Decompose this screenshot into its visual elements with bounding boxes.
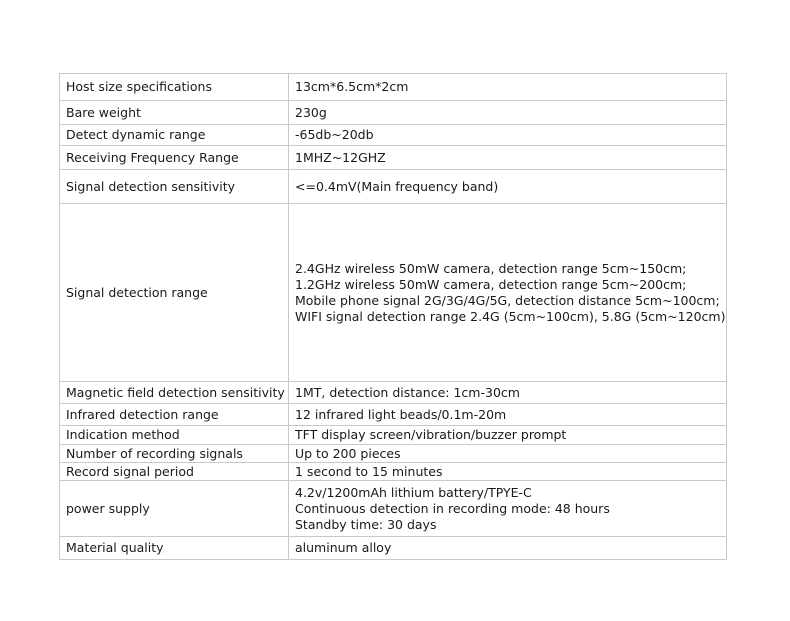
- spec-value-line: Mobile phone signal 2G/3G/4G/5G, detection distance 5cm~100cm;: [295, 292, 720, 308]
- table-row: [60, 101, 727, 125]
- spec-value-line: Up to 200 pieces: [295, 445, 401, 461]
- spec-value: [289, 463, 727, 481]
- table-row: [60, 146, 727, 170]
- specifications-table-body: [60, 74, 727, 560]
- spec-value: [289, 426, 727, 445]
- spec-label: Record signal period: [60, 463, 289, 481]
- table-row: [60, 382, 727, 404]
- spec-value-line: Continuous detection in recording mode: 48 hours: [295, 500, 610, 516]
- specifications-table: [59, 73, 727, 560]
- spec-value: [289, 101, 727, 125]
- spec-label: Magnetic field detection sensitivity: [60, 382, 289, 404]
- spec-label: Receiving Frequency Range: [60, 146, 289, 170]
- table-row: [60, 481, 727, 537]
- spec-label: power supply: [60, 481, 289, 537]
- spec-value-line: 1MHZ~12GHZ: [295, 149, 386, 165]
- spec-value: [289, 125, 727, 146]
- spec-value-line: <=0.4mV(Main frequency band): [295, 178, 499, 194]
- spec-label: Host size specifications: [60, 74, 289, 101]
- spec-value: [289, 481, 727, 537]
- spec-label: Signal detection sensitivity: [60, 170, 289, 204]
- spec-value: [289, 204, 727, 382]
- spec-label: Number of recording signals: [60, 445, 289, 463]
- table-row: [60, 125, 727, 146]
- spec-value-line: aluminum alloy: [295, 540, 392, 555]
- spec-value-line: 1.2GHz wireless 50mW camera, detection range 5cm~200cm;: [295, 276, 687, 292]
- spec-value: [289, 170, 727, 204]
- spec-label: Bare weight: [60, 101, 289, 125]
- spec-value-line: WIFI signal detection range 2.4G (5cm~100cm), 5.8G (5cm~120cm): [295, 308, 726, 324]
- spec-value: [289, 382, 727, 404]
- spec-value: [289, 445, 727, 463]
- spec-value-line: -65db~20db: [295, 127, 374, 142]
- table-row: [60, 537, 727, 560]
- spec-value-line: 1 second to 15 minutes: [295, 463, 443, 479]
- spec-value: [289, 74, 727, 101]
- spec-value: [289, 537, 727, 560]
- table-row: [60, 204, 727, 382]
- spec-value-line: Standby time: 30 days: [295, 516, 437, 532]
- spec-value: [289, 404, 727, 426]
- table-row: [60, 170, 727, 204]
- spec-label: Indication method: [60, 426, 289, 445]
- spec-value-line: 230g: [295, 104, 327, 120]
- spec-label: Detect dynamic range: [60, 125, 289, 146]
- spec-label: Signal detection range: [60, 204, 289, 382]
- spec-value-line: 4.2v/1200mAh lithium battery/TPYE-C: [295, 484, 532, 500]
- spec-label: Material quality: [60, 537, 289, 560]
- spec-value: [289, 146, 727, 170]
- table-row: [60, 445, 727, 463]
- table-row: [60, 426, 727, 445]
- table-row: [60, 463, 727, 481]
- table-row: [60, 74, 727, 101]
- table-row: [60, 404, 727, 426]
- spec-value-line: 13cm*6.5cm*2cm: [295, 79, 409, 94]
- spec-value-line: 2.4GHz wireless 50mW camera, detection range 5cm~150cm;: [295, 260, 687, 276]
- spec-value-line: TFT display screen/vibration/buzzer prompt: [295, 427, 567, 442]
- spec-label: Infrared detection range: [60, 404, 289, 426]
- spec-value-line: 1MT, detection distance: 1cm-30cm: [295, 384, 520, 400]
- spec-value-line: 12 infrared light beads/0.1m-20m: [295, 406, 507, 422]
